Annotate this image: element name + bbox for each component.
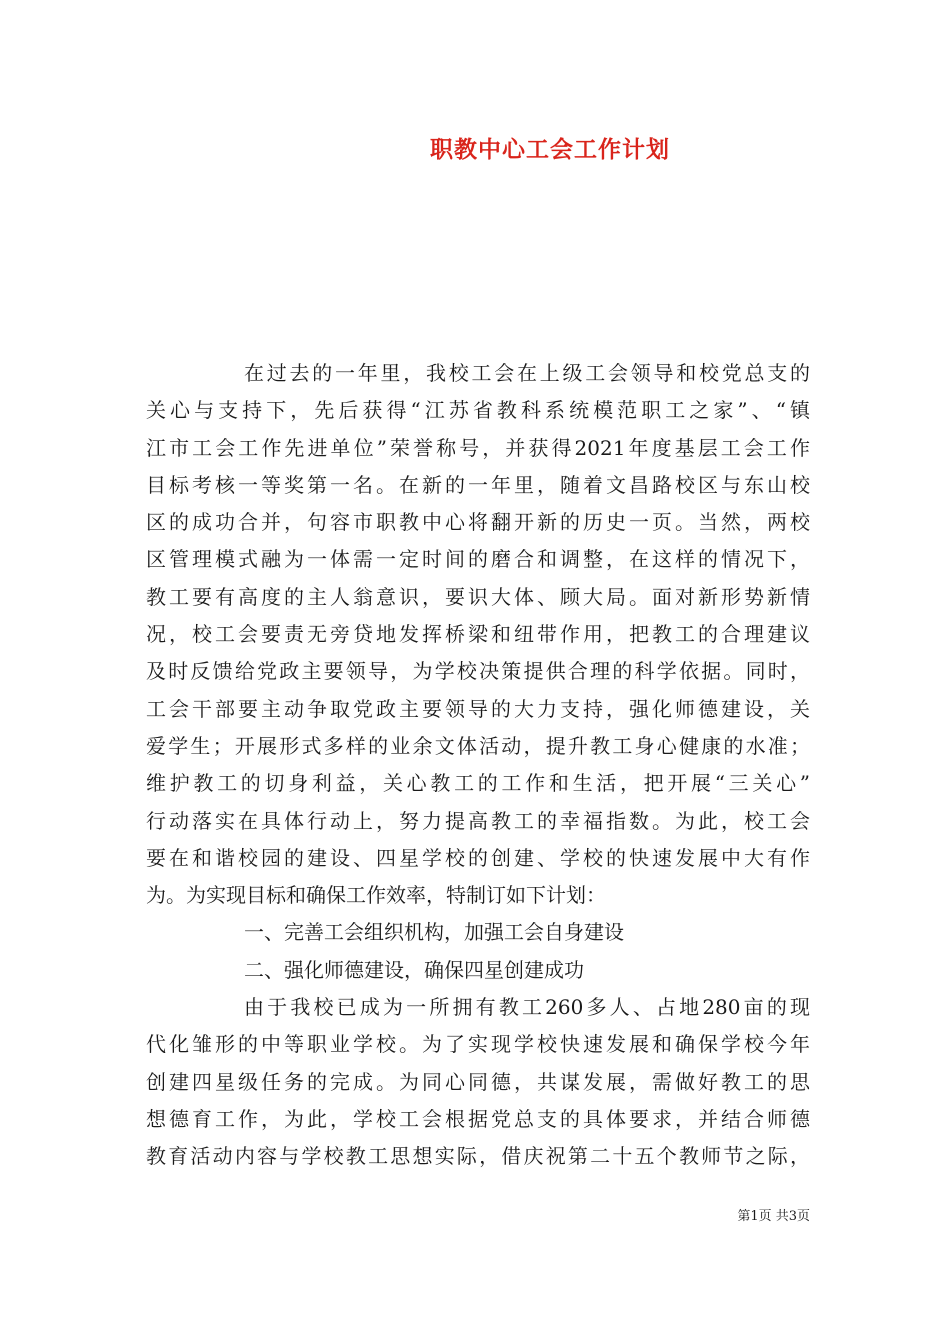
section-heading: 二、强化师德建设，确保四星创建成功 [244, 957, 584, 982]
paragraph-line: 在过去的一年里，我校工会在上级工会领导和校党总支的 [244, 361, 810, 385]
paragraph-line: 况，校工会要责无旁贷地发挥桥梁和纽带作用，把教工的合理建议 [146, 622, 810, 647]
paragraph-line: 教育活动内容与学校教工思想实际，借庆祝第二十五个教师节之际， [146, 1144, 810, 1169]
page-number: 第1页 共3页 [737, 1209, 810, 1224]
paragraph-line: 教工要有高度的主人翁意识，要识大体、顾大局。面对新形势新情 [146, 584, 810, 609]
paragraph-line: 江市工会工作先进单位”荣誉称号，并获得2021年度基层工会工作 [146, 435, 810, 460]
paragraph-line: 行动落实在具体行动上，努力提高教工的幸福指数。为此，校工会 [146, 808, 810, 833]
document-body [146, 355, 810, 1176]
paragraph-line: 维护教工的切身利益，关心教工的工作和生活，把开展“三关心” [146, 771, 810, 796]
paragraph-line: 要在和谐校园的建设、四星学校的创建、学校的快速发展中大有作 [146, 845, 810, 870]
paragraph-line: 区管理模式融为一体需一定时间的磨合和调整，在这样的情况下， [146, 547, 810, 572]
paragraph-line: 由于我校已成为一所拥有教工260多人、占地280亩的现 [244, 995, 810, 1020]
paragraph-line: 及时反馈给党政主要领导，为学校决策提供合理的科学依据。同时， [146, 659, 810, 684]
paragraph-line: 关心与支持下，先后获得“江苏省教科系统模范职工之家”、“镇 [146, 398, 810, 423]
section-heading: 一、完善工会组织机构，加强工会自身建设 [244, 920, 624, 945]
paragraph-line: 代化雏形的中等职业学校。为了实现学校快速发展和确保学校今年 [146, 1032, 810, 1057]
paragraph-line: 爱学生；开展形式多样的业余文体活动，提升教工身心健康的水准； [146, 733, 810, 758]
paragraph-line: 创建四星级任务的完成。为同心同德，共谋发展，需做好教工的思 [146, 1069, 810, 1094]
paragraph-line: 区的成功合并，句容市职教中心将翻开新的历史一页。当然，两校 [146, 510, 810, 535]
paragraph-line: 目标考核一等奖第一名。在新的一年里，随着文昌路校区与东山校 [146, 472, 810, 497]
paragraph-line: 为。为实现目标和确保工作效率，特制订如下计划： [146, 883, 606, 908]
document-title: 职教中心工会工作计划 [430, 136, 670, 163]
paragraph-line: 想德育工作，为此，学校工会根据党总支的具体要求，并结合师德 [146, 1106, 810, 1131]
paragraph-line: 工会干部要主动争取党政主要领导的大力支持，强化师德建设，关 [146, 696, 810, 721]
